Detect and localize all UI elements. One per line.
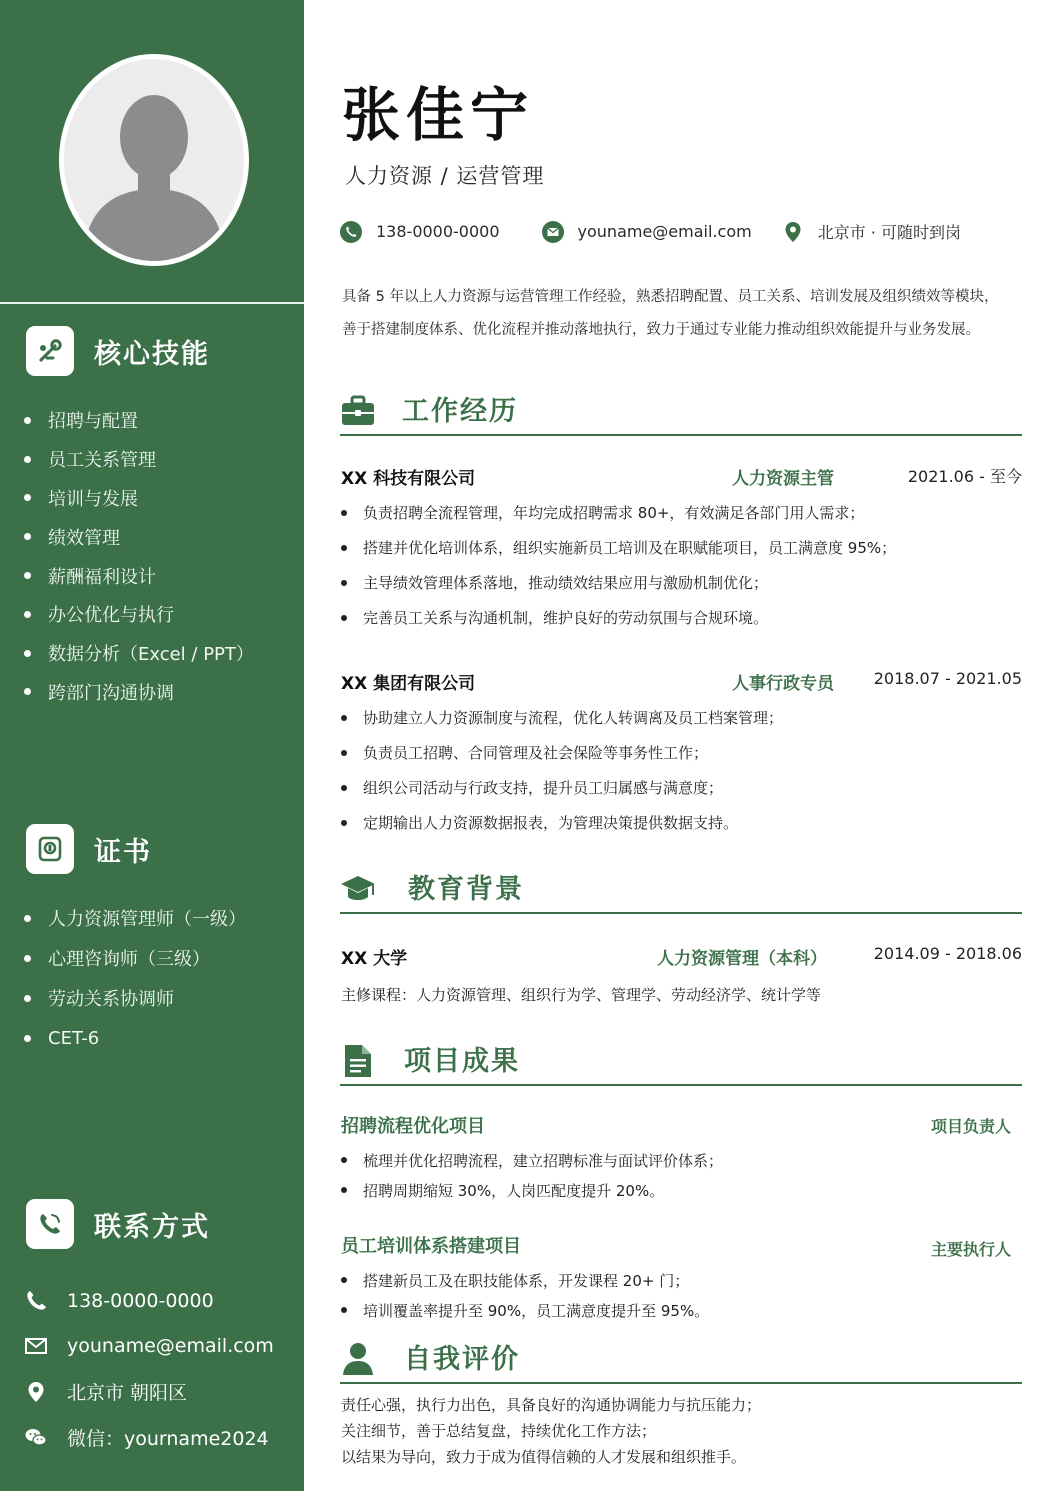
wechat-icon [24, 1425, 48, 1449]
company-name: XX 科技有限公司 [341, 469, 476, 489]
degree: 人力资源管理（本科） [657, 949, 827, 969]
list-item: 协助建立人力资源制度与流程，优化人转调离及员工档案管理； [341, 700, 783, 735]
info-email[interactable]: youname@email.com [542, 221, 752, 243]
summary: 具备 5 年以上人力资源与运营管理工作经验，熟悉招聘配置、员工关系、培训发展及组织绩效等模块， 善于搭建制度体系、优化流程并推动落地执行，致力于通过专业能力推动组织效能提升与业务发展。 [342, 289, 999, 338]
job-period: 2018.07 - 2021.05 [873, 669, 1022, 688]
job-entry [341, 464, 1022, 488]
job-bullets [341, 700, 783, 840]
list-item: 梳理并优化招聘流程，建立招聘标准与面试评价体系； [341, 1145, 723, 1175]
sidebar [0, 0, 304, 1491]
contact-address: 北京市 朝阳区 [24, 1369, 274, 1415]
phone-icon [340, 221, 362, 243]
projects-section-header: 项目成果 [340, 1040, 1022, 1086]
avatar-icon [64, 59, 244, 261]
list-item: 培训与发展 [24, 479, 254, 518]
email-icon [542, 221, 564, 243]
list-item: 责任心强，执行力出色，具备良好的沟通协调能力与抗压能力； [341, 1396, 762, 1414]
list-item: 以结果为导向，致力于成为值得信赖的人才发展和组织推手。 [341, 1448, 747, 1466]
project-role: 主要执行人 [930, 1240, 1011, 1259]
contact-list [24, 1278, 274, 1460]
list-item: 绩效管理 [24, 517, 254, 556]
list-item: 劳动关系协调师 [24, 978, 246, 1018]
certs-heading [26, 824, 152, 874]
contact-heading [26, 1199, 210, 1249]
profile-title: 人力资源 / 运营管理 [345, 164, 545, 188]
work-section-header: 工作经历 [340, 390, 1022, 436]
project-name: 招聘流程优化项目 [341, 1116, 485, 1137]
list-item: 负责招聘全流程管理，年均完成招聘需求 80+，有效满足各部门用人需求； [341, 495, 896, 530]
list-item: 员工关系管理 [24, 440, 254, 479]
contact-wechat[interactable]: 微信：yourname2024 [24, 1415, 274, 1461]
contact-email[interactable]: youname@email.com [24, 1324, 274, 1370]
graduation-cap-icon [340, 871, 376, 907]
sidebar-divider [0, 302, 304, 304]
email-icon [24, 1334, 48, 1358]
location-icon [24, 1380, 48, 1404]
job-entry [341, 669, 1022, 693]
list-item: 关注细节，善于总结复盘，持续优化工作方法； [341, 1422, 657, 1440]
avatar [59, 54, 249, 266]
contact-title: 联系方式 [94, 1211, 210, 1243]
project-bullets [341, 1265, 709, 1325]
job-period: 2021.06 - 至今 [907, 467, 1022, 486]
list-item: 主导绩效管理体系落地，推动绩效结果应用与激励机制优化； [341, 565, 896, 600]
self-eval-section-header: 自我评价 [340, 1338, 1022, 1384]
profile-name: 张佳宁 [342, 81, 535, 149]
certs-title: 证书 [94, 836, 152, 868]
list-item: 搭建并优化培训体系，组织实施新员工培训及在职赋能项目，员工满意度 95%； [341, 530, 896, 565]
list-item: 负责员工招聘、合同管理及社会保险等事务性工作； [341, 735, 783, 770]
project-entry [341, 1232, 1011, 1259]
project-bullets [341, 1145, 723, 1205]
list-item: 招聘与配置 [24, 401, 254, 440]
contact-icon [26, 1199, 74, 1249]
self-eval-list [341, 1392, 761, 1470]
main-content [304, 0, 1055, 1491]
skills-list [24, 401, 254, 711]
person-icon [340, 1341, 376, 1377]
job-role: 人力资源主管 [732, 469, 834, 489]
list-item: 人力资源管理师（一级） [24, 898, 246, 938]
document-icon [340, 1043, 376, 1079]
skills-heading [26, 326, 210, 376]
skills-icon [26, 326, 74, 376]
info-location: 北京市 · 可随时到岗 [782, 220, 961, 243]
certificate-icon [26, 824, 74, 874]
list-item: 办公优化与执行 [24, 595, 254, 634]
list-item: 招聘周期缩短 30%，人岗匹配度提升 20%。 [341, 1175, 723, 1205]
location-icon [782, 221, 804, 243]
list-item: 搭建新员工及在职技能体系，开发课程 20+ 门； [341, 1265, 709, 1295]
courses: 主修课程：人力资源管理、组织行为学、管理学、劳动经济学、统计学等 [341, 986, 822, 1004]
job-role: 人事行政专员 [732, 674, 834, 694]
list-item: 心理咨询师（三级） [24, 938, 246, 978]
phone-icon [24, 1289, 48, 1313]
school-name: XX 大学 [341, 949, 408, 969]
project-name: 员工培训体系搭建项目 [341, 1236, 521, 1257]
list-item: 薪酬福利设计 [24, 556, 254, 595]
project-role: 项目负责人 [930, 1117, 1011, 1136]
list-item: 跨部门沟通协调 [24, 673, 254, 712]
company-name: XX 集团有限公司 [341, 674, 476, 694]
list-item: 组织公司活动与行政支持，提升员工归属感与满意度； [341, 770, 783, 805]
education-section-header: 教育背景 [340, 868, 1022, 914]
list-item: 定期输出人力资源数据报表，为管理决策提供数据支持。 [341, 805, 783, 840]
briefcase-icon [340, 393, 376, 429]
skills-title: 核心技能 [94, 338, 210, 370]
certs-list [24, 898, 246, 1058]
list-item: 完善员工关系与沟通机制，维护良好的劳动氛围与合规环境。 [341, 600, 896, 635]
project-entry [341, 1112, 1011, 1136]
education-period: 2014.09 - 2018.06 [873, 944, 1022, 963]
info-bar [340, 220, 961, 243]
contact-phone[interactable]: 138-0000-0000 [24, 1278, 274, 1324]
list-item: 培训覆盖率提升至 90%，员工满意度提升至 95%。 [341, 1295, 709, 1325]
list-item: CET-6 [24, 1018, 246, 1058]
info-phone[interactable]: 138-0000-0000 [340, 221, 500, 243]
list-item: 数据分析（Excel / PPT） [24, 634, 254, 673]
job-bullets [341, 495, 896, 635]
education-entry [341, 944, 1022, 968]
